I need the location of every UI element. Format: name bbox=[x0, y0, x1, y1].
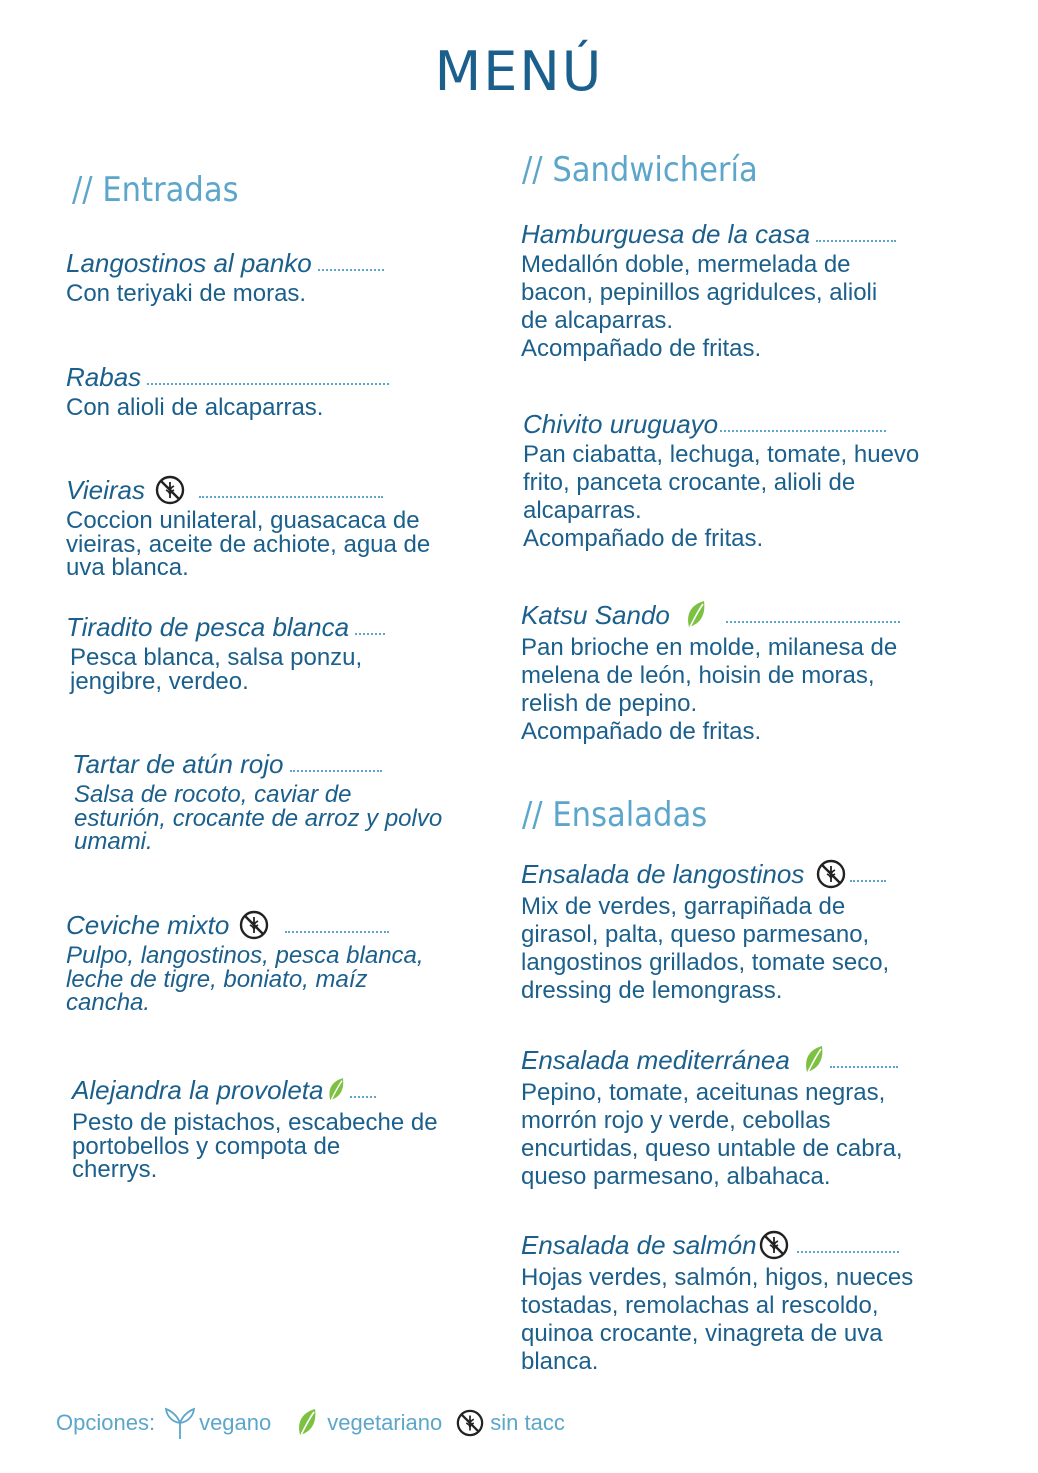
menu-item-provoleta bbox=[72, 1073, 438, 1182]
item-name: Ensalada mediterránea bbox=[521, 1044, 790, 1075]
dotted-leader bbox=[318, 269, 384, 271]
item-description: Pan brioche en molde, milanesa de melena de león, hoisin de moras, relish de pepino. Acompañado de fritas. bbox=[521, 634, 898, 745]
menu-item-ensalada-mediterranea bbox=[521, 1043, 903, 1191]
dotted-leader bbox=[147, 383, 389, 385]
vegetarian-leaf-icon bbox=[684, 599, 710, 631]
section-title-entradas: // Entradas bbox=[72, 170, 239, 210]
item-description: Pesto de pistachos, escabeche de portobellos y compota de cherrys. bbox=[72, 1109, 438, 1183]
item-name: Rabas bbox=[66, 361, 142, 392]
dotted-leader bbox=[850, 880, 886, 882]
dotted-leader bbox=[816, 240, 896, 242]
item-name: Langostinos al panko bbox=[66, 247, 312, 278]
menu-item-tiradito bbox=[66, 610, 385, 693]
gluten-free-icon bbox=[816, 859, 846, 889]
vegetarian-leaf-icon bbox=[326, 1074, 348, 1106]
item-description: Con teriyaki de moras. bbox=[66, 280, 307, 307]
item-name: Ceviche mixto bbox=[66, 909, 230, 940]
gluten-free-icon bbox=[759, 1230, 789, 1260]
dotted-leader bbox=[830, 1066, 898, 1068]
item-name: Vieiras bbox=[66, 474, 146, 505]
menu-item-ensalada-salmon bbox=[521, 1228, 913, 1376]
vegetarian-leaf-icon bbox=[295, 1407, 321, 1439]
legend-label: Opciones: bbox=[56, 1410, 156, 1435]
menu-item-tartar bbox=[72, 747, 442, 854]
dotted-leader bbox=[355, 633, 385, 635]
section-title-ensaladas: // Ensaladas bbox=[522, 795, 708, 835]
item-description: Medallón doble, mermelada de bacon, pepinillos agridulces, alioli de alcaparras. Acompañado de fritas. bbox=[521, 251, 878, 362]
item-name: Ensalada de langostinos bbox=[521, 858, 805, 889]
menu-item-ceviche bbox=[66, 908, 424, 1015]
item-description: Salsa de rocoto, caviar de esturión, crocante de arroz y polvo umami. bbox=[74, 781, 443, 855]
dotted-leader bbox=[290, 770, 382, 772]
item-description: Mix de verdes, garrapiñada de girasol, palta, queso parmesano, langostinos grillados, tomate seco, dressing de lemongrass. bbox=[521, 893, 890, 1004]
legend-vegano: vegano bbox=[199, 1410, 272, 1435]
vegetarian-leaf-icon bbox=[802, 1044, 828, 1076]
item-description: Pulpo, langostinos, pesca blanca, leche de tigre, boniato, maíz cancha. bbox=[66, 942, 424, 1016]
item-description: Pesca blanca, salsa ponzu, jengibre, verdeo. bbox=[70, 644, 363, 695]
dotted-leader bbox=[285, 931, 389, 933]
item-description: Pan ciabatta, lechuga, tomate, huevo frito, panceta crocante, alioli de alcaparras. Acompañado de fritas. bbox=[523, 441, 920, 552]
gluten-free-icon bbox=[239, 910, 269, 940]
item-name: Hamburguesa de la casa bbox=[521, 218, 811, 249]
menu-item-langostinos-panko bbox=[66, 246, 384, 308]
item-name: Ensalada de salmón bbox=[521, 1229, 757, 1260]
item-description: Coccion unilateral, guasacaca de vieiras, aceite de achiote, agua de uva blanca. bbox=[66, 507, 431, 581]
menu-item-rabas bbox=[66, 360, 389, 422]
dotted-leader bbox=[720, 430, 886, 432]
dotted-leader bbox=[726, 621, 900, 623]
menu-item-ensalada-langostinos bbox=[521, 857, 889, 1005]
legend-sin-tacc: sin tacc bbox=[490, 1410, 565, 1435]
gluten-free-icon bbox=[456, 1409, 484, 1437]
item-description: Pepino, tomate, aceitunas negras, morrón rojo y verde, cebollas encurtidas, queso untable de cabra, queso parmesano, albahaca. bbox=[521, 1079, 903, 1190]
page-title: MENÚ bbox=[434, 40, 604, 103]
item-description: Hojas verdes, salmón, higos, nueces tostadas, remolachas al rescoldo, quinoa crocante, vinagreta de uva blanca. bbox=[521, 1264, 914, 1375]
item-name: Chivito uruguayo bbox=[523, 408, 719, 439]
item-description: Con alioli de alcaparras. bbox=[66, 394, 324, 421]
item-name: Tiradito de pesca blanca bbox=[66, 611, 350, 642]
menu-item-vieiras bbox=[66, 473, 430, 580]
legend-vegetariano: vegetariano bbox=[327, 1410, 443, 1435]
item-name: Tartar de atún rojo bbox=[72, 748, 284, 779]
dotted-leader bbox=[350, 1096, 376, 1098]
dotted-leader bbox=[797, 1251, 899, 1253]
gluten-free-icon bbox=[155, 475, 185, 505]
vegan-sprout-icon bbox=[163, 1405, 197, 1441]
section-title-sandwicheria: // Sandwichería bbox=[522, 150, 758, 190]
dietary-legend bbox=[56, 1405, 565, 1441]
menu-item-chivito bbox=[523, 407, 919, 553]
item-name: Alejandra la provoleta bbox=[72, 1074, 324, 1105]
menu-item-hamburguesa bbox=[521, 217, 896, 363]
dotted-leader bbox=[199, 496, 383, 498]
menu-item-katsu bbox=[521, 598, 900, 746]
item-name: Katsu Sando bbox=[521, 599, 670, 630]
